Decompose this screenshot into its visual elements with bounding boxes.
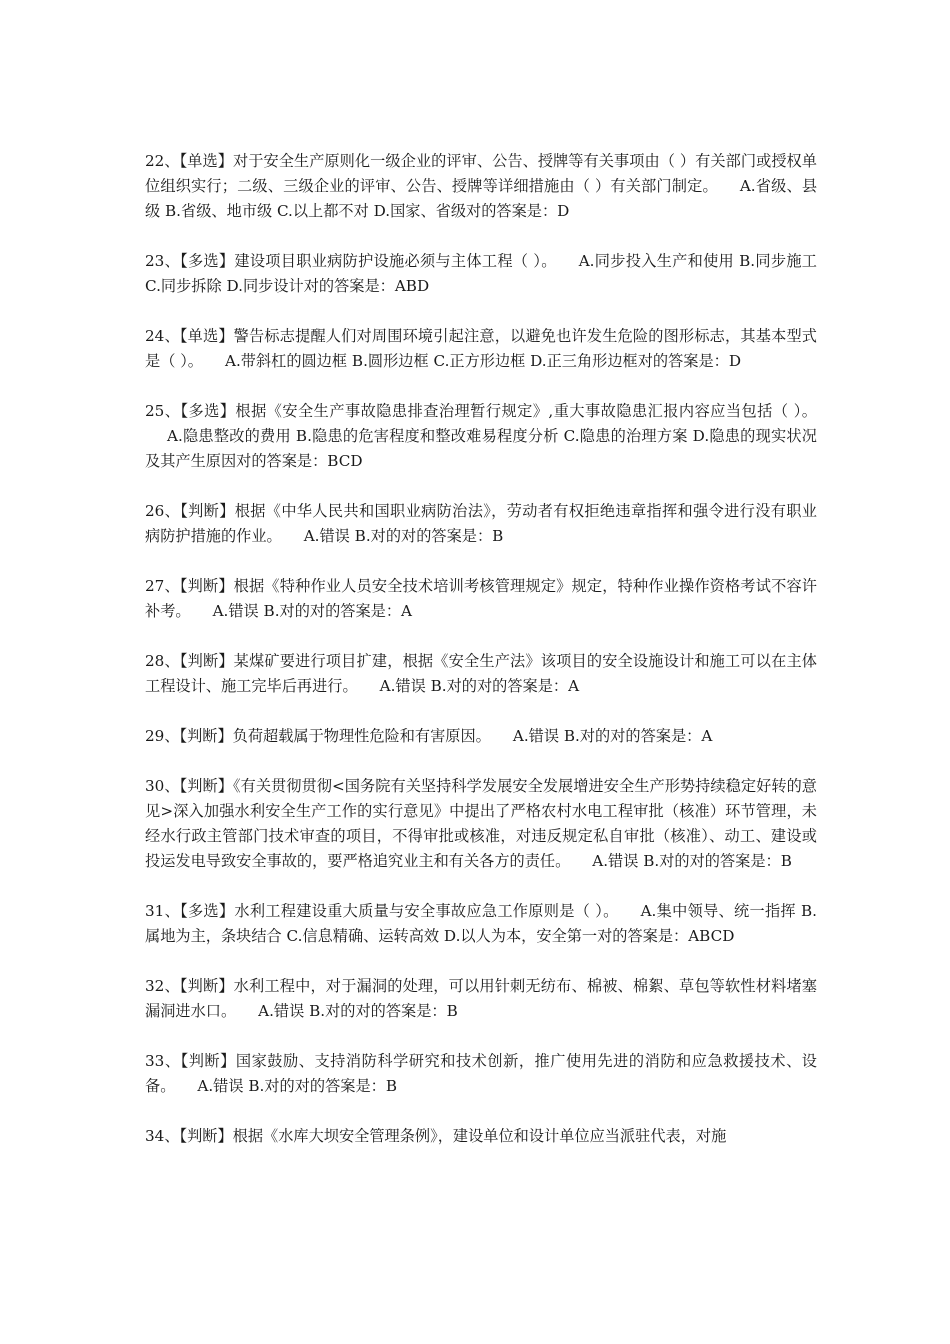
question-options-answer: A.错误 B.对的对的答案是：B bbox=[303, 527, 504, 545]
question-stem: 28、【判断】某煤矿要进行项目扩建，根据《安全生产法》该项目的安全设施设计和施工可以在主体工程设计、施工完毕后再进行。 bbox=[145, 652, 817, 695]
question-stem: 31、【多选】水利工程建设重大质量与安全事故应急工作原则是（ ）。 bbox=[145, 902, 619, 920]
question-stem: 33、【判断】国家鼓励、支持消防科学研究和技术创新，推广使用先进的消防和应急救援技术、设备。 bbox=[145, 1052, 817, 1095]
question-stem: 34、【判断】根据《水库大坝安全管理条例》，建设单位和设计单位应当派驻代表，对施 bbox=[145, 1127, 727, 1145]
question-options-answer: A.错误 B.对的对的答案是：B bbox=[258, 1002, 458, 1020]
question-stem: 29、【判断】负荷超载属于物理性危险和有害原因。 bbox=[145, 727, 491, 745]
question-stem: 27、【判断】根据《特种作业人员安全技术培训考核管理规定》规定，特种作业操作资格考试不容许补考。 bbox=[145, 577, 817, 620]
question-22 bbox=[145, 149, 817, 224]
question-stem: 30、【判断】《有关贯彻贯彻<国务院有关坚持科学发展安全发展增进安全生产形势持续稳定好转的意见>深入加强水利安全生产工作的实行意见》中提出了严格农村水电工程审批（核准）环节管理，未经水行政主管部门技术审查的项目，不得审批或核准，对违反规定私自审批（核准）、动工、建设或投运发电导致安全事故的，要严格追究业主和有关各方的责任。 bbox=[145, 777, 817, 870]
question-24 bbox=[145, 324, 817, 374]
question-stem: 23、【多选】建设项目职业病防护设施必须与主体工程（ ）。 bbox=[145, 252, 557, 270]
question-options-answer: A.错误 B.对的对的答案是：A bbox=[379, 677, 580, 695]
question-stem: 22、【单选】对于安全生产原则化一级企业的评审、公告、授牌等有关事项由（ ）有关部门或授权单位组织实行；二级、三级企业的评审、公告、授牌等详细措施由（ ）有关部门制定。 bbox=[145, 152, 817, 195]
question-options-answer: A.集中领导、统一指挥 B.属地为主，条块结合 C.信息精确、运转高效 D.以人为本，安全第一对的答案是：ABCD bbox=[145, 902, 817, 945]
question-options-answer: A.隐患整改的费用 B.隐患的危害程度和整改难易程度分析 C.隐患的治理方案 D.隐患的现实状况及其产生原因对的答案是：BCD bbox=[145, 427, 817, 470]
question-30 bbox=[145, 774, 817, 874]
question-list bbox=[145, 149, 817, 1174]
question-stem: 24、【单选】警告标志提醒人们对周围环境引起注意，以避免也许发生危险的图形标志，其基本型式是（ ）。 bbox=[145, 327, 817, 370]
question-31 bbox=[145, 899, 817, 949]
question-34 bbox=[145, 1124, 817, 1149]
question-27 bbox=[145, 574, 817, 624]
question-options-answer: A.错误 B.对的对的答案是：B bbox=[592, 852, 792, 870]
question-stem: 26、【判断】根据《中华人民共和国职业病防治法》，劳动者有权拒绝违章指挥和强令进行没有职业病防护措施的作业。 bbox=[145, 502, 817, 545]
question-options-answer: A.同步投入生产和使用 B.同步施工 C.同步拆除 D.同步设计对的答案是：ABD bbox=[145, 252, 817, 295]
question-33 bbox=[145, 1049, 817, 1099]
question-options-answer: A.错误 B.对的对的答案是：A bbox=[212, 602, 413, 620]
question-28 bbox=[145, 649, 817, 699]
question-26 bbox=[145, 499, 817, 549]
question-options-answer: A.错误 B.对的对的答案是：A bbox=[512, 727, 713, 745]
question-stem: 25、【多选】根据《安全生产事故隐患排查治理暂行规定》,重大事故隐患汇报内容应当包括（ ）。 bbox=[145, 402, 817, 420]
question-23 bbox=[145, 249, 817, 299]
question-32 bbox=[145, 974, 817, 1024]
question-options-answer: A.省级、县级 B.省级、地市级 C.以上都不对 D.国家、省级对的答案是：D bbox=[145, 177, 818, 220]
question-29 bbox=[145, 724, 817, 749]
question-stem: 32、【判断】水利工程中，对于漏洞的处理，可以用针刺无纺布、棉被、棉絮、草包等软性材料堵塞漏洞进水口。 bbox=[145, 977, 817, 1020]
question-options-answer: A.带斜杠的圆边框 B.圆形边框 C.正方形边框 D.正三角形边框对的答案是：D bbox=[224, 352, 742, 370]
question-25 bbox=[145, 399, 817, 474]
question-options-answer: A.错误 B.对的对的答案是：B bbox=[197, 1077, 398, 1095]
